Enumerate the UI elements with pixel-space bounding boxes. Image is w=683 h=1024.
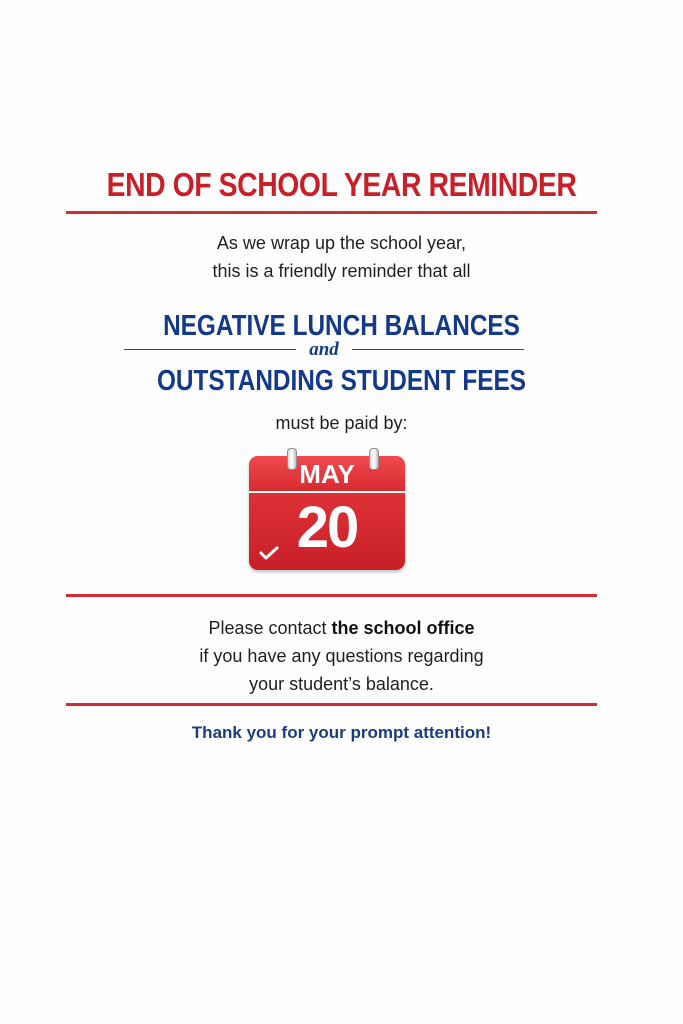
page-title: END OF SCHOOL YEAR REMINDER [106,166,577,203]
intro-text [0,229,683,285]
thank-you-message: Thank you for your prompt attention! [191,723,492,742]
calendar-month: MAY [299,459,355,489]
checkmark-icon [259,546,279,560]
calendar-day: 20 [296,495,358,560]
contact-text [0,614,683,698]
divider-middle [66,594,597,597]
divider-top [66,211,597,214]
outstanding-student-fees-heading: OUTSTANDING STUDENT FEES [156,365,527,397]
and-separator [124,339,524,361]
contact-line-1 [0,614,683,642]
contact-prefix: Please contact [208,618,332,638]
contact-line-3: your student’s balance. [249,674,434,694]
deadline-label: must be paid by: [275,413,408,433]
school-office-emphasis: the school office [331,618,475,638]
calendar-icon [249,448,405,570]
contact-line-2: if you have any questions regarding [199,646,484,666]
divider-bottom [66,703,597,706]
and-connector: and [309,339,339,360]
negative-lunch-balances-heading: NEGATIVE LUNCH BALANCES [163,310,520,342]
intro-line-2: this is a friendly reminder that all [212,261,471,281]
intro-line-1: As we wrap up the school year, [216,233,467,253]
